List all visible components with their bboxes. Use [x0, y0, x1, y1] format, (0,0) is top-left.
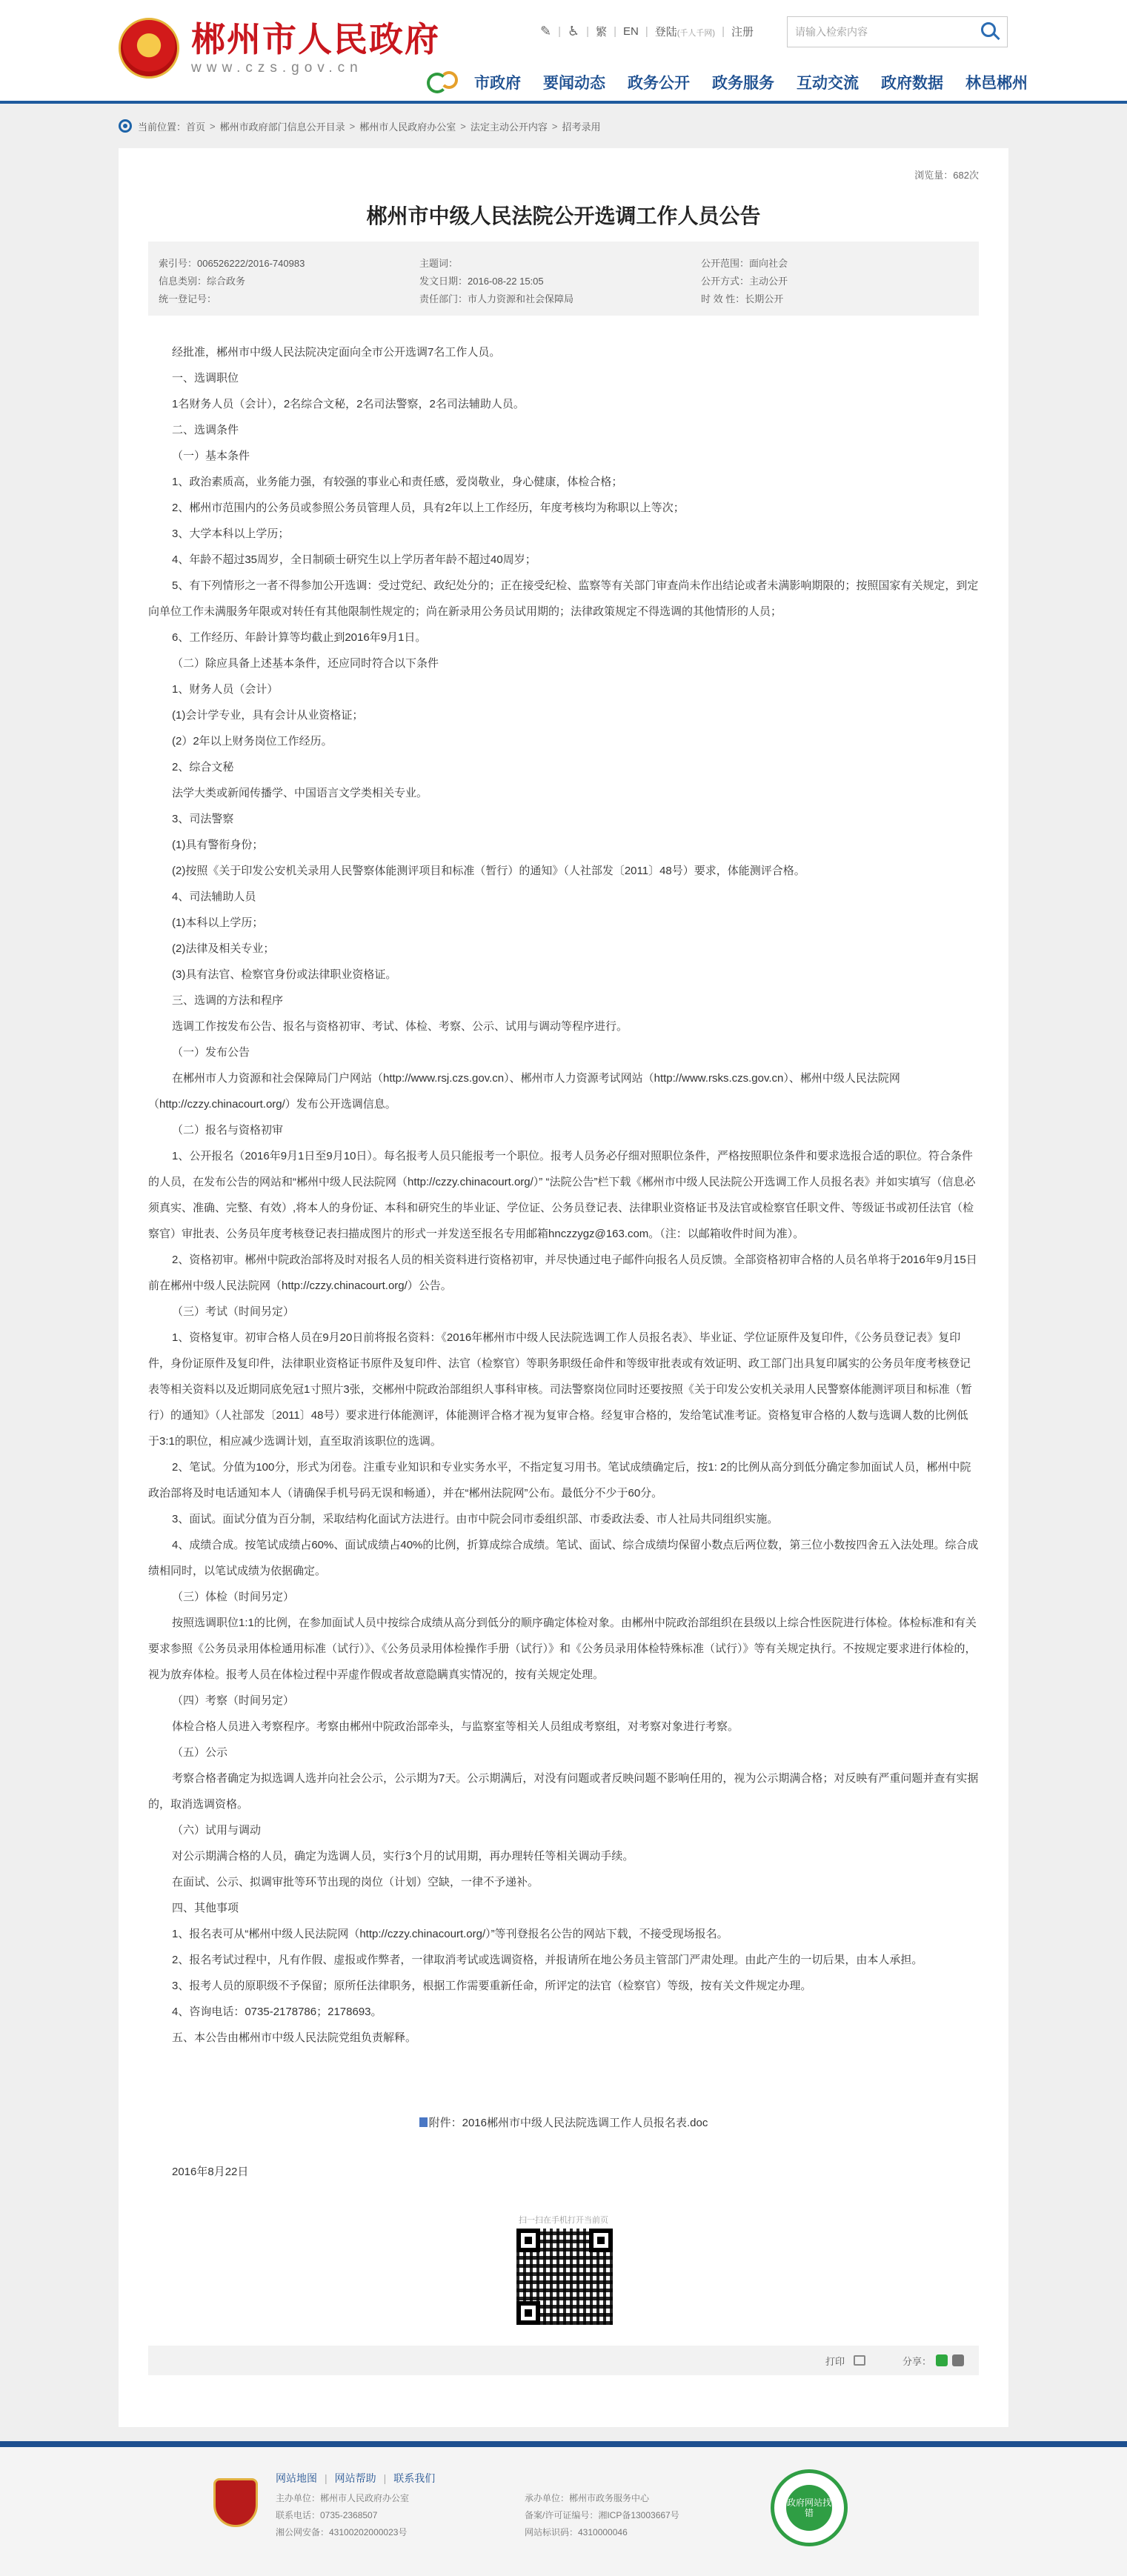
error-report-label: 政府网站找错 — [786, 2485, 832, 2531]
wechat-share-icon[interactable] — [936, 2354, 948, 2366]
paragraph: （二）报名与资格初审 — [172, 1124, 284, 1136]
paragraph: (2)法律及相关专业； — [172, 942, 275, 955]
paragraph: 三、选调的方法和程序 — [172, 994, 284, 1007]
paragraph: 1、报名表可从“郴州中级人民法院网（http://czzy.chinacourt.org/）”等刊登报名公告的网站下载，不接受现场报名。 — [172, 1928, 728, 1940]
paragraph: 3、大学本科以上学历； — [172, 527, 290, 540]
paragraph: 1名财务人员（会计），2名综合文秘，2名司法警察，2名司法辅助人员。 — [172, 398, 525, 410]
paragraph: 体检合格人员进入考察程序。考察由郴州中院政治部牵头，与监察室等相关人员组成考察组，对考察对象进行考察。 — [172, 1720, 739, 1733]
article-title: 郴州市中级人民法院公开选调工作人员公告 — [366, 204, 761, 227]
meta-method: 公开方式：主动公开 — [701, 276, 788, 287]
article-container — [119, 148, 1008, 2427]
breadcrumb-item-catalog[interactable]: 郴州市政府部门信息公开目录 — [219, 121, 345, 133]
article-date: 2016年8月22日 — [172, 2166, 249, 2178]
article-body — [148, 339, 979, 2051]
paragraph: 二、选调条件 — [172, 424, 239, 436]
search-placeholder: 请输入检索内容 — [795, 26, 868, 38]
meta-scope: 公开范围：面向社会 — [701, 258, 788, 269]
register-link[interactable]: 注册 — [731, 26, 754, 39]
paragraph: 6、工作经历、年龄计算等均截止到2016年9月1日。 — [172, 631, 427, 644]
footer-link-contact[interactable]: 联系我们 — [393, 2472, 436, 2484]
paragraph: (1)本科以上学历； — [172, 916, 264, 929]
paragraph: 在面试、公示、拟调审批等环节出现的岗位（计划）空缺，一律不予递补。 — [172, 1876, 539, 1888]
paragraph: （六）试用与调动 — [172, 1824, 262, 1837]
traditional-chinese-link[interactable]: 繁 — [596, 26, 608, 39]
printer-icon[interactable] — [854, 2355, 865, 2366]
nav-item-news[interactable]: 要闻动态 — [543, 75, 605, 92]
breadcrumb-item-office[interactable]: 郴州市人民政府办公室 — [359, 121, 456, 133]
footer-sponsor: 主办单位：郴州市人民政府办公室 — [276, 2493, 410, 2503]
meta-category: 信息类别：综合政务 — [159, 276, 246, 287]
paragraph: 4、年龄不超过35周岁，全日制硕士研究生以上学历者年龄不超过40周岁； — [172, 553, 536, 566]
paragraph: 2、资格初审。郴州中院政治部将及时对报名人员的相关资料进行资格初审，并尽快通过电子邮件向报名人员反馈。全部资格初审合格的人员名单将于2016年9月15日前在郴州中级人民法院网（http://czzy.chinacourt.org/）公告。 — [148, 1254, 977, 1292]
footer-link-sitemap[interactable]: 网站地图 — [276, 2472, 317, 2484]
site-header — [0, 0, 1127, 104]
paragraph: 选调工作按发布公告、报名与资格初审、考试、体检、考察、公示、试用与调动等程序进行。 — [172, 1020, 628, 1033]
footer-police-record[interactable]: 湘公网安备：43100202000023号 — [276, 2527, 408, 2537]
login-label: 登陆 — [654, 26, 677, 39]
paragraph: （一）基本条件 — [172, 450, 250, 462]
top-links: ✎ | ♿ | 繁 | EN | 登陆(千人千网) | 注册 — [540, 24, 754, 39]
paragraph: 四、其他事项 — [172, 1902, 239, 1914]
site-url: www.czs.gov.cn — [191, 60, 363, 76]
paragraph: (1)会计学专业，具有会计从业资格证； — [172, 709, 364, 722]
paragraph: （五）公示 — [172, 1746, 228, 1759]
paragraph: （二）除应具备上述基本条件，还应同时符合以下条件 — [172, 657, 439, 670]
footer-links: 网站地图 | 网站帮助 | 联系我们 — [276, 2472, 436, 2484]
nav-item-interaction[interactable]: 互动交流 — [797, 75, 859, 92]
document-icon — [419, 2117, 428, 2127]
meta-publish-date: 发文日期：2016-08-22 15:05 — [419, 276, 544, 287]
paragraph: 在郴州市人力资源和社会保障局门户网站（http://www.rsj.czs.gov.cn）、郴州市人力资源考试网站（http://www.rsks.czs.gov.cn）、郴州中级人民法院网（http://czzy.chinacourt.org/）发布公开选调信息。 — [148, 1072, 900, 1111]
paragraph: 按照选调职位1:1的比例，在参加面试人员中按综合成绩从高分到低分的顺序确定体检对象。由郴州中院政治部组织在县级以上综合性医院进行体检。体检标准和有关要求参照《公务员录用体检通用标准（试行）》、《公务员录用体检操作手册（试行）》和《公务员录用体检特殊标准（试行）》等有关规定执行。不按规定要求进行体检的，视为放弃体检。报考人员在体检过程中弄虚作假或者故意隐瞒真实情况的，按有关规定处理。 — [148, 1617, 977, 1681]
paragraph: 3、面试。面试分值为百分制，采取结构化面试方法进行。由市中院会同市委组织部、市委政法委、市人社局共同组织实施。 — [172, 1513, 779, 1525]
national-emblem-icon — [119, 18, 179, 79]
meta-index-no: 索引号：006526222/2016-740983 — [159, 258, 305, 269]
paragraph: 经批准，郴州市中级人民法院决定面向全市公开选调7名工作人员。 — [172, 346, 501, 359]
party-emblem-icon — [213, 2478, 258, 2527]
paragraph: （三）考试（时间另定） — [172, 1305, 295, 1318]
location-icon — [119, 119, 132, 133]
header-divider — [0, 101, 1127, 104]
footer-phone: 联系电话：0735-2368507 — [276, 2510, 378, 2520]
site-logo[interactable] — [119, 18, 440, 79]
paragraph: 1、政治素质高，业务能力强，有较强的事业心和责任感，爱岗敬业，身心健康，体检合格； — [172, 476, 623, 488]
footer-icp[interactable]: 备案/许可证编号：湘ICP备13003667号 — [525, 2510, 679, 2520]
view-count: 浏览量：682次 — [914, 170, 979, 181]
paragraph: 5、有下列情形之一者不得参加公开选调：受过党纪、政纪处分的；正在接受纪检、监察等有关部门审查尚未作出结论或者未满影响期限的；按照国家有关规定，到定向单位工作未满服务年限或对转任有其他限制性规定的；尚在新录用公务员试用期的；法律政策规定不得选调的其他情形的人员； — [148, 579, 979, 618]
footer-info — [276, 2492, 747, 2538]
error-report-badge[interactable] — [771, 2469, 848, 2546]
nav-item-government[interactable]: 市政府 — [474, 75, 521, 92]
footer-link-help[interactable]: 网站帮助 — [334, 2472, 376, 2484]
paragraph: 3、司法警察 — [172, 813, 234, 825]
paragraph: 对公示期满合格的人员，确定为选调人员，实行3个月的试用期，再办理转任等相关调动手续。 — [172, 1850, 634, 1863]
footer-organizer: 承办单位：郴州市政务服务中心 — [525, 2493, 650, 2503]
qr-caption: 扫一扫在手机打开当前页 — [519, 2216, 608, 2225]
nav-item-data[interactable]: 政府数据 — [881, 75, 943, 92]
nav-brand-icon — [424, 68, 461, 96]
share-label: 分享： — [902, 2355, 931, 2367]
paragraph: 1、资格复审。初审合格人员在9月20日前将报名资料：《2016年郴州市中级人民法院选调工作人员报名表》、毕业证、学位证原件及复印件，《公务员登记表》复印件，身份证原件及复印件，法律职业资格证书原件及复印件、法官（检察官）等职务职级任命件和等级审批表或有效证明、政工部门出具复印属实的公务员年度考核登记表等相关资料以及近期同底免冠1寸照片3张，交郴州中院政治部组织人事科审核。司法警察岗位同时还要按照《关于印发公安机关录用人民警察体能测评项目和标准（暂行）的通知》（人社部发〔2011〕48号）要求进行体能测评，体能测评合格才视为复审合格。经复审合格的，发给笔试准考证。资格复审合格的人数与选调人数的比例低于3:1的职位，相应减少选调计划，直至取消该职位的选调。 — [148, 1331, 972, 1448]
article-meta — [148, 242, 979, 316]
meta-validity: 时 效 性：长期公开 — [701, 293, 784, 304]
english-link[interactable]: EN — [622, 25, 639, 38]
site-title: 郴州市人民政府 — [191, 20, 440, 59]
paragraph: 五、本公告由郴州市中级人民法院党组负责解释。 — [172, 2031, 417, 2044]
meta-registration-no: 统一登记号： — [159, 293, 217, 304]
nav-item-services[interactable]: 政务服务 — [712, 75, 774, 92]
breadcrumb-item-content[interactable]: 法定主动公开内容 — [470, 121, 548, 133]
weibo-share-icon[interactable] — [952, 2354, 964, 2366]
paragraph: (3)具有法官、检察官身份或法律职业资格证。 — [172, 968, 397, 981]
search-input[interactable] — [787, 16, 1008, 47]
paragraph: 2、郴州市范围内的公务员或参照公务员管理人员，具有2年以上工作经历，年度考核均为称职以上等次； — [172, 502, 685, 514]
qr-code-icon — [515, 2227, 614, 2326]
print-label[interactable]: 打印 — [825, 2355, 845, 2367]
paragraph: 4、成绩合成。按笔试成绩占60%、面试成绩占40%的比例，折算成综合成绩。笔试、面试、综合成绩均保留小数点后两位数，第三位小数按四舍五入法处理。综合成绩相同时，以笔试成绩为依据确定。 — [148, 1539, 979, 1577]
footer-site-id: 网站标识码：4310000046 — [525, 2527, 628, 2537]
paragraph: 4、司法辅助人员 — [172, 891, 256, 903]
share-bar — [148, 2346, 979, 2375]
paragraph: (2）2年以上财务岗位工作经历。 — [172, 735, 333, 748]
paragraph: （一）发布公告 — [172, 1046, 250, 1059]
paragraph: 一、选调职位 — [172, 372, 239, 385]
paragraph: 1、财务人员（会计） — [172, 683, 279, 696]
nav-item-open-affairs[interactable]: 政务公开 — [628, 75, 690, 92]
paragraph: 考察合格者确定为拟选调人选并向社会公示，公示期为7天。公示期满后，对没有问题或者反映问题不影响任用的，视为公示期满合格；对反映有严重问题并查有实据的，取消选调资格。 — [148, 1772, 979, 1811]
paragraph: 2、笔试。分值为100分，形式为闭卷。注重专业知识和专业实务水平，不指定复习用书。笔试成绩确定后，按1: 2的比例从高分到低分确定参加面试人员，郴州中院政治部将及时电话通知本人（请确保手机号码无误和畅通），并在“郴州法院网”公布。最低分不少于60分。 — [148, 1461, 971, 1500]
paragraph: 4、咨询电话：0735-2178786；2178693。 — [172, 2006, 382, 2018]
paragraph: 2、综合文秘 — [172, 761, 234, 773]
breadcrumb-item-home[interactable]: 首页 — [186, 121, 206, 133]
meta-department: 责任部门：市人力资源和社会保障局 — [419, 293, 574, 304]
login-link[interactable] — [655, 24, 715, 39]
breadcrumb: 当前位置： 首页 > 郴州市政府部门信息公开目录 > 郴州市人民政府办公室 > 法定主动公开内容 > 招考录用 — [0, 104, 1127, 148]
paragraph: (2)按照《关于印发公安机关录用人民警察体能测评项目和标准（暂行）的通知》（人社部发〔2011〕48号）要求，体能测评合格。 — [172, 865, 805, 877]
attachment-link[interactable] — [119, 2114, 1008, 2130]
meta-keywords: 主题词： — [419, 258, 459, 269]
paragraph: 3、报考人员的原职级不予保留；原所任法律职务，根据工作需要重新任命，所评定的法官（检察官）等级，按有关文件规定办理。 — [172, 1980, 812, 1992]
login-note: (千人千网) — [676, 29, 716, 38]
breadcrumb-label: 当前位置： — [138, 121, 187, 133]
main-nav — [424, 68, 1028, 96]
search-icon[interactable] — [979, 21, 1001, 43]
nav-item-linyi[interactable]: 林邑郴州 — [965, 75, 1028, 92]
paragraph: 1、公开报名（2016年9月1日至9月10日）。每名报考人员只能报考一个职位。报考人员务必仔细对照职位条件，严格按照职位条件和要求选报合适的职位。符合条件的人员，在发布公告的网站和“郴州中级人民法院网（http://czzy.chinacourt.org/）” “法院公告”栏下载《郴州市中级人民法院公开选调工作人员报名表》并如实填写（信息必须真实、准确、完整、有效）,将本人的身份证、本科和研究生的毕业证、学位证、公务员登记表、法律职业资格证书及法官或检察官任职文件、等级证书或初任法官（检察官）审批表、公务员年度考核登记表扫描成图片的形式一并发送至报名专用邮箱hnczzygz@163.com。（注：以邮箱收件时间为准）。 — [148, 1150, 976, 1240]
paragraph: （三）体检（时间另定） — [172, 1591, 295, 1603]
accessibility-icon[interactable]: ✎ — [540, 24, 552, 39]
breadcrumb-item-recruitment[interactable]: 招考录用 — [562, 121, 601, 133]
attachment-label: 附件：2016郴州市中级人民法院选调工作人员报名表.doc — [428, 2117, 708, 2129]
paragraph: （四）考察（时间另定） — [172, 1694, 295, 1707]
paragraph: (1)具有警衔身份； — [172, 839, 264, 851]
paragraph: 法学大类或新闻传播学、中国语言文学类相关专业。 — [172, 787, 428, 799]
paragraph: 2、报名考试过程中，凡有作假、虚报或作弊者，一律取消考试或选调资格，并报请所在地公务员主管部门严肃处理。由此产生的一切后果，由本人承担。 — [172, 1954, 923, 1966]
wheelchair-icon[interactable]: ♿ — [568, 24, 580, 39]
site-footer — [0, 2441, 1127, 2576]
